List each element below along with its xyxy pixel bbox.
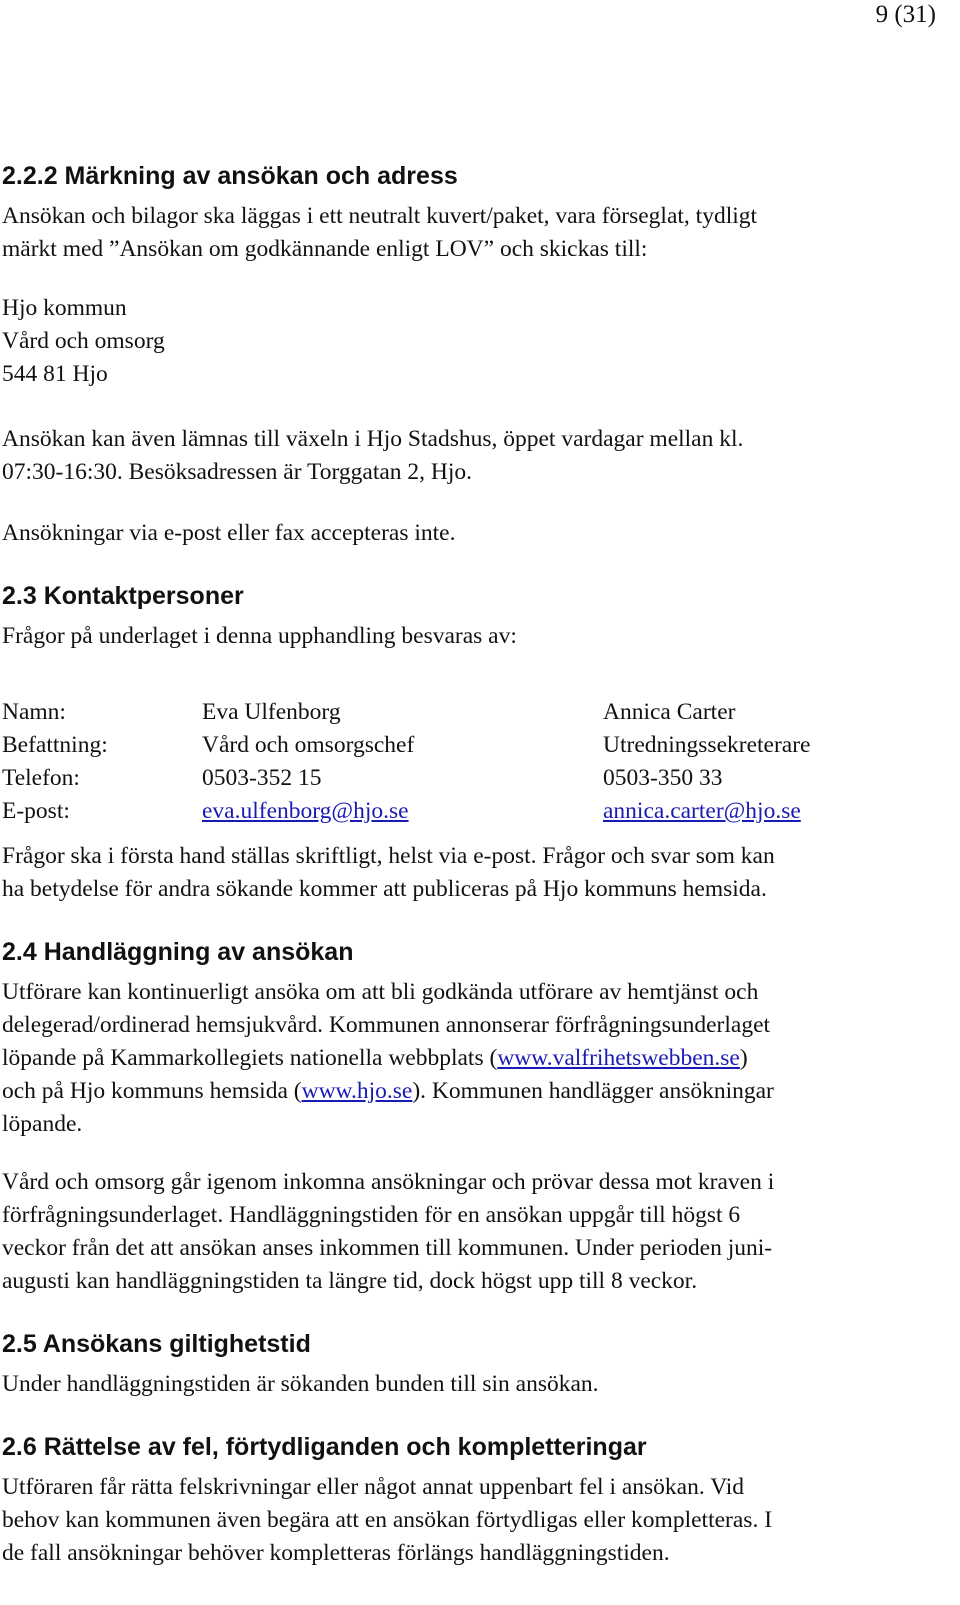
contact-row-email bbox=[2, 795, 902, 828]
paragraph-processing bbox=[2, 976, 947, 1141]
contact-2-phone: 0503-350 33 bbox=[603, 765, 723, 791]
text-line bbox=[2, 1075, 947, 1108]
address-line: Hjo kommun bbox=[2, 295, 127, 321]
paragraph-contacts-intro bbox=[2, 620, 947, 653]
postal-address bbox=[2, 292, 947, 391]
text-line: Ansökan och bilagor ska läggas i ett neutralt kuvert/paket, vara förseglat, tydligt bbox=[2, 203, 758, 229]
hjo-website-link[interactable]: www.hjo.se bbox=[301, 1078, 413, 1104]
text-line: 07:30-16:30. Besöksadressen är Torggatan 2, Hjo. bbox=[2, 459, 473, 485]
text-line: Frågor på underlaget i denna upphandling besvaras av: bbox=[2, 623, 517, 649]
contact-2-email-link[interactable]: annica.carter@hjo.se bbox=[603, 798, 801, 824]
text-line: märkt med ”Ansökan om godkännande enligt LOV” och skickas till: bbox=[2, 236, 648, 262]
contact-2-title: Utredningssekreterare bbox=[603, 732, 811, 758]
text-segment: ). Kommunen handlägger ansökningar bbox=[412, 1078, 774, 1104]
contact-1-title: Vård och omsorgschef bbox=[202, 732, 415, 758]
section-heading-2-5: 2.5 Ansökans giltighetstid bbox=[2, 1330, 311, 1358]
paragraph-validity bbox=[2, 1368, 947, 1401]
paragraph-delivery bbox=[2, 423, 947, 489]
page-number: 9 (31) bbox=[875, 1, 936, 28]
text-line: Vård och omsorg går igenom inkomna ansökningar och prövar dessa mot kraven i bbox=[2, 1169, 775, 1195]
section-heading-2-4: 2.4 Handläggning av ansökan bbox=[2, 938, 354, 966]
text-line: behov kan kommunen även begära att en ansökan förtydligas eller kompletteras. I bbox=[2, 1507, 773, 1533]
contact-row-title bbox=[2, 729, 902, 762]
paragraph-questions bbox=[2, 840, 947, 906]
text-line: ha betydelse för andra sökande kommer att publiceras på Hjo kommuns hemsida. bbox=[2, 876, 767, 902]
text-line: veckor från det att ansökan anses inkommen till kommunen. Under perioden juni- bbox=[2, 1235, 773, 1261]
label-phone: Telefon: bbox=[2, 765, 80, 791]
section-heading-2-6: 2.6 Rättelse av fel, förtydliganden och kompletteringar bbox=[2, 1433, 647, 1461]
label-name: Namn: bbox=[2, 699, 66, 725]
address-line: Vård och omsorg bbox=[2, 328, 165, 354]
text-segment: och på Hjo kommuns hemsida ( bbox=[2, 1078, 302, 1104]
contact-2-name: Annica Carter bbox=[603, 699, 736, 725]
paragraph-no-email bbox=[2, 517, 947, 550]
text-line: augusti kan handläggningstiden ta längre tid, dock högst upp till 8 veckor. bbox=[2, 1268, 698, 1294]
paragraph-labeling bbox=[2, 200, 947, 266]
contact-row-phone bbox=[2, 762, 902, 795]
text-line: Utföraren får rätta felskrivningar eller något annat uppenbart fel i ansökan. Vid bbox=[2, 1474, 745, 1500]
address-line: 544 81 Hjo bbox=[2, 361, 108, 387]
contact-table bbox=[2, 696, 902, 828]
text-segment: ) bbox=[739, 1045, 748, 1071]
contact-1-email-link[interactable]: eva.ulfenborg@hjo.se bbox=[202, 798, 409, 824]
text-line: Utförare kan kontinuerligt ansöka om att bli godkända utförare av hemtjänst och bbox=[2, 979, 759, 1005]
paragraph-review bbox=[2, 1166, 947, 1298]
label-title: Befattning: bbox=[2, 732, 108, 758]
label-email: E-post: bbox=[2, 798, 70, 824]
valfrihetswebben-link[interactable]: www.valfrihetswebben.se bbox=[497, 1045, 740, 1071]
paragraph-corrections bbox=[2, 1471, 947, 1570]
text-line: Ansökningar via e-post eller fax accepteras inte. bbox=[2, 520, 456, 546]
text-line: Under handläggningstiden är sökanden bunden till sin ansökan. bbox=[2, 1371, 599, 1397]
contact-row-name bbox=[2, 696, 902, 729]
text-line: förfrågningsunderlaget. Handläggningstiden för en ansökan uppgår till högst 6 bbox=[2, 1202, 741, 1228]
text-line bbox=[2, 1042, 947, 1075]
section-heading-2-3: 2.3 Kontaktpersoner bbox=[2, 582, 244, 610]
contact-1-phone: 0503-352 15 bbox=[202, 765, 322, 791]
text-line: Frågor ska i första hand ställas skriftligt, helst via e-post. Frågor och svar som kan bbox=[2, 843, 775, 869]
text-line: de fall ansökningar behöver kompletteras förlängs handläggningstiden. bbox=[2, 1540, 670, 1566]
text-segment: löpande på Kammarkollegiets nationella webbplats ( bbox=[2, 1045, 498, 1071]
text-line: delegerad/ordinerad hemsjukvård. Kommunen annonserar förfrågningsunderlaget bbox=[2, 1012, 771, 1038]
section-heading-2-2-2: 2.2.2 Märkning av ansökan och adress bbox=[2, 162, 458, 190]
text-line: löpande. bbox=[2, 1111, 83, 1137]
text-line: Ansökan kan även lämnas till växeln i Hjo Stadshus, öppet vardagar mellan kl. bbox=[2, 426, 744, 452]
contact-1-name: Eva Ulfenborg bbox=[202, 699, 341, 725]
